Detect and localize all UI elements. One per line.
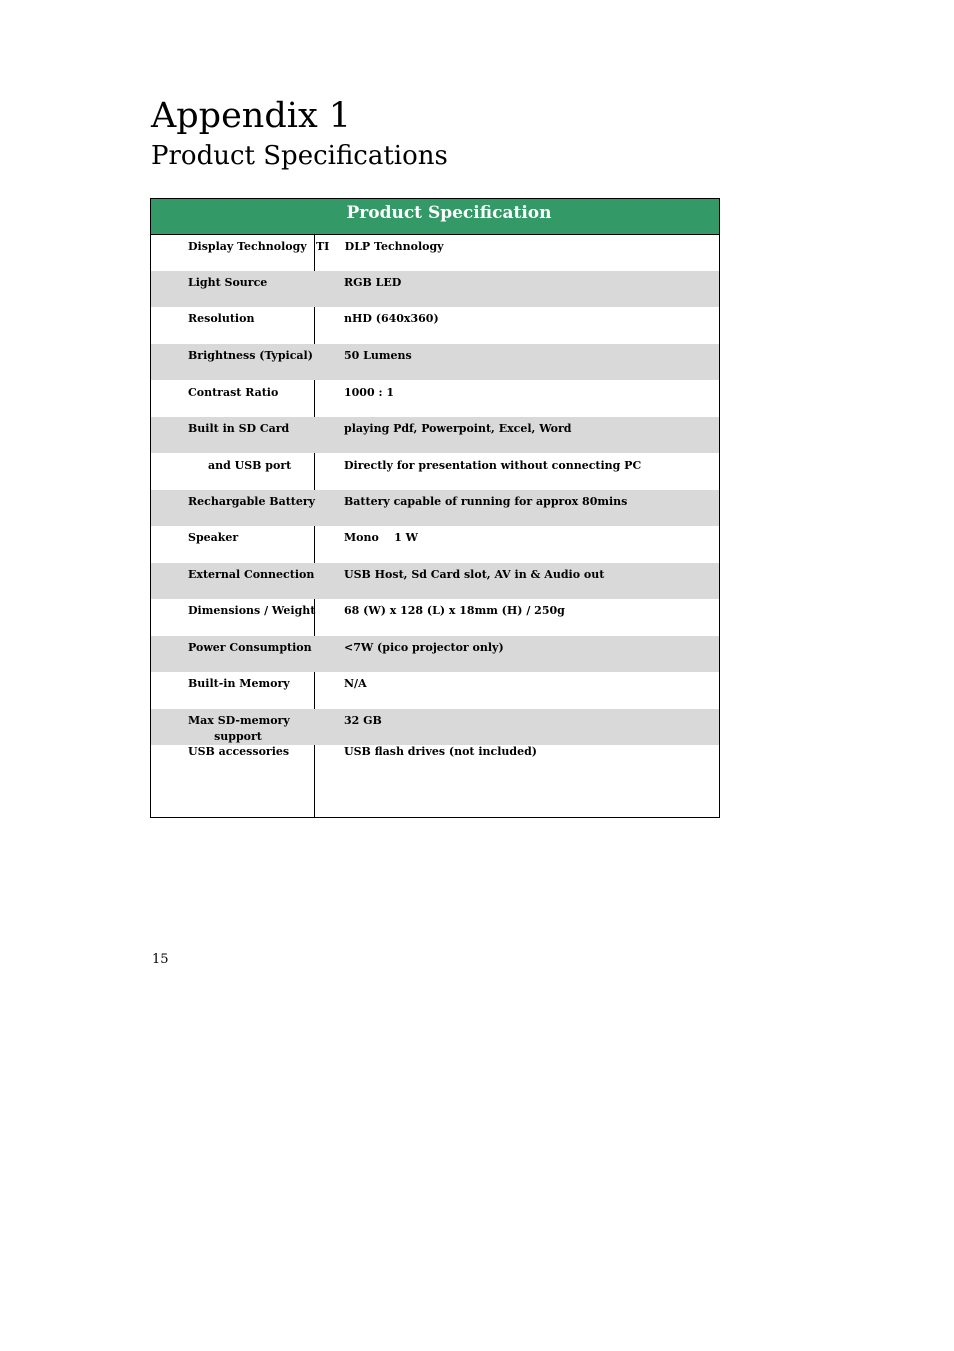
table-row bbox=[151, 599, 719, 635]
spec-label: Built-in Memory bbox=[188, 677, 290, 690]
product-specification-table bbox=[150, 198, 720, 818]
spec-value: 32 GB bbox=[344, 714, 382, 727]
spec-label: Speaker bbox=[188, 531, 239, 544]
table-row bbox=[151, 235, 719, 271]
spec-label: Display Technology bbox=[188, 240, 307, 253]
spec-value: <7W (pico projector only) bbox=[344, 641, 504, 654]
spec-value: TI DLP Technology bbox=[316, 240, 444, 253]
spec-label: External Connection bbox=[188, 568, 315, 581]
table-row bbox=[151, 490, 719, 526]
spec-value: Battery capable of running for approx 80mins bbox=[344, 495, 628, 508]
spec-value: 50 Lumens bbox=[344, 349, 412, 362]
spec-value: nHD (640x360) bbox=[344, 312, 439, 325]
spec-value: USB Host, Sd Card slot, AV in & Audio out bbox=[344, 568, 605, 581]
spec-label: Max SD-memory support bbox=[188, 714, 290, 743]
appendix-heading: Appendix 1 bbox=[151, 96, 352, 136]
table-row bbox=[151, 307, 719, 343]
spec-value: N/A bbox=[344, 677, 367, 690]
spec-label: Dimensions / Weight bbox=[188, 604, 316, 617]
spec-label: Rechargable Battery bbox=[188, 495, 316, 508]
spec-value: USB flash drives (not included) bbox=[344, 745, 537, 758]
table-row bbox=[151, 526, 719, 562]
spec-label: Brightness (Typical) bbox=[188, 349, 313, 362]
table-row bbox=[151, 417, 719, 453]
spec-value: RGB LED bbox=[344, 276, 402, 289]
table-row bbox=[151, 709, 719, 745]
spec-label: USB accessories bbox=[188, 745, 290, 758]
spec-label: Power Consumption bbox=[188, 641, 312, 654]
spec-value: 1000 : 1 bbox=[344, 386, 394, 399]
page-number: 15 bbox=[152, 952, 169, 967]
table-row bbox=[151, 381, 719, 417]
spec-value: Directly for presentation without connecting PC bbox=[344, 459, 642, 472]
table-row bbox=[151, 271, 719, 307]
table-row bbox=[151, 636, 719, 672]
spec-label: and USB port bbox=[208, 459, 292, 472]
spec-label: Light Source bbox=[188, 276, 268, 289]
spec-label: Built in SD Card bbox=[188, 422, 290, 435]
table-row bbox=[151, 563, 719, 599]
spec-label: Contrast Ratio bbox=[188, 386, 279, 399]
table-row bbox=[151, 454, 719, 490]
table-row bbox=[151, 672, 719, 708]
spec-label: Resolution bbox=[188, 312, 255, 325]
table-header: Product Specification bbox=[151, 199, 719, 235]
spec-value: Mono 1 W bbox=[344, 531, 419, 544]
section-subheading: Product Specifications bbox=[151, 141, 448, 171]
spec-value: 68 (W) x 128 (L) x 18mm (H) / 250g bbox=[344, 604, 565, 617]
table-row bbox=[151, 344, 719, 380]
spec-value: playing Pdf, Powerpoint, Excel, Word bbox=[344, 422, 572, 435]
table-row bbox=[151, 745, 719, 781]
